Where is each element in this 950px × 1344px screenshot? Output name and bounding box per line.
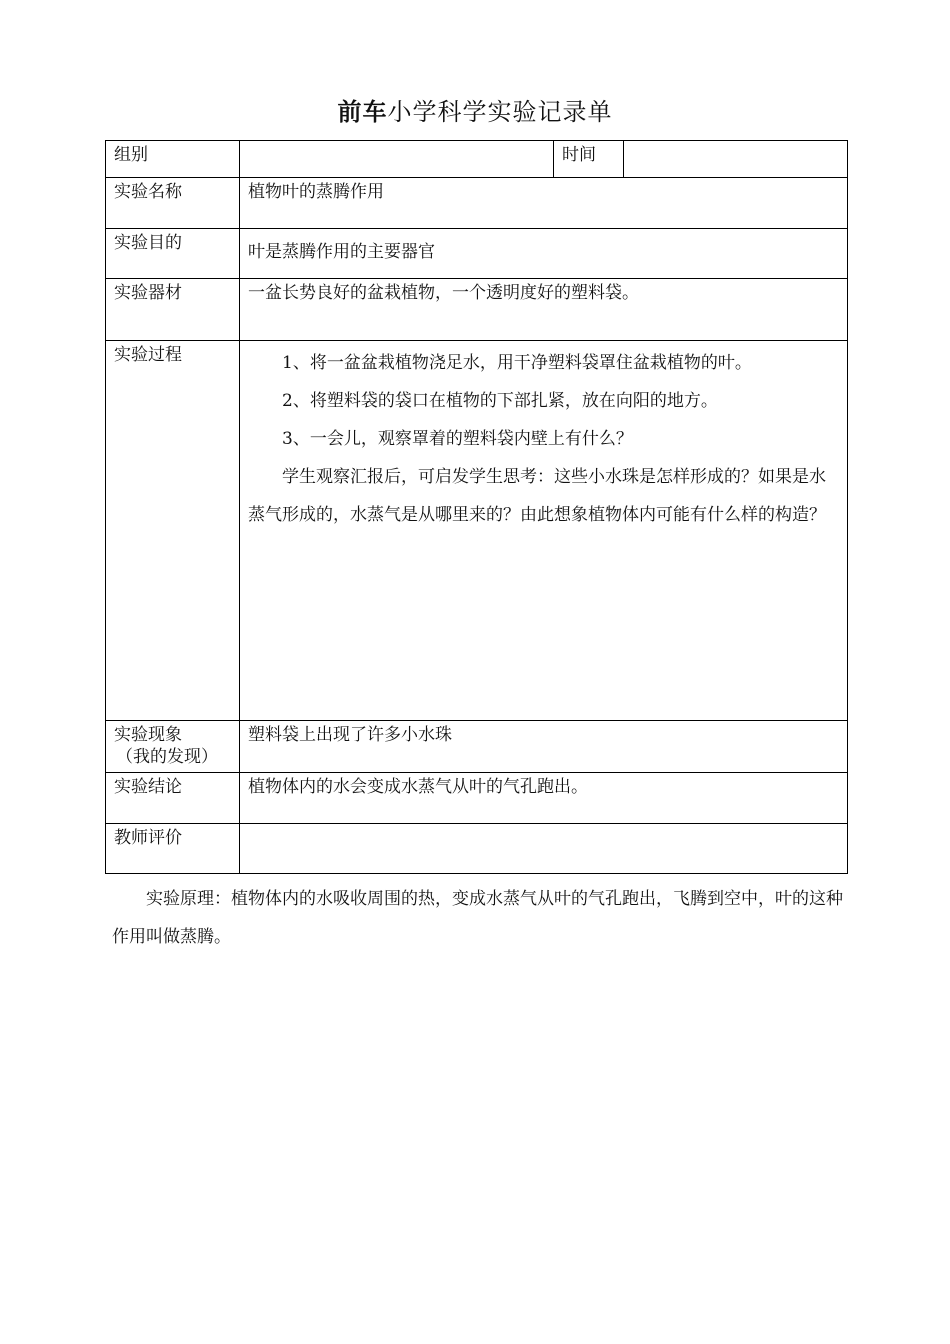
phenomenon-label: 实验现象: [114, 725, 182, 745]
page-title-rest: 小学科学实验记录单: [387, 98, 613, 126]
phenomenon-sublabel: （我的发现）: [116, 747, 218, 767]
purpose-label: 实验目的: [106, 229, 240, 279]
conclusion-label: 实验结论: [106, 773, 240, 824]
row-name: [106, 178, 848, 229]
row-phenomenon: [106, 721, 848, 773]
phenomenon-label-cell: [106, 721, 240, 773]
process-discussion: 学生观察汇报后，可启发学生思考：这些小水珠是怎样形成的？如果是水蒸气形成的，水蒸气是从哪里来的？由此想象植物体内可能有什么样的构造？: [248, 467, 826, 525]
name-label: 实验名称: [106, 178, 240, 229]
materials-label: 实验器材: [106, 279, 240, 341]
process-content: [240, 341, 848, 721]
evaluation-label: 教师评价: [106, 824, 240, 874]
group-label: 组别: [106, 141, 240, 178]
experiment-record-table: [105, 140, 848, 874]
process-step-3: 3、一会儿，观察罩着的塑料袋内壁上有什么？: [282, 429, 633, 449]
experiment-principle: 实验原理：植物体内的水吸收周围的热，变成水蒸气从叶的气孔跑出，飞腾到空中，叶的这种作用叫做蒸腾。: [112, 889, 843, 947]
purpose-cell: [240, 229, 848, 279]
page-title: [0, 92, 950, 127]
group-field[interactable]: [240, 141, 554, 178]
process-label: 实验过程: [106, 341, 240, 721]
conclusion-value: 植物体内的水会变成水蒸气从叶的气孔跑出。: [240, 773, 848, 824]
row-materials: [106, 279, 848, 341]
row-conclusion: [106, 773, 848, 824]
purpose-value: 叶是蒸腾作用的主要器官: [248, 242, 435, 262]
process-step-1: 1、将一盆盆栽植物浇足水，用干净塑料袋罩住盆栽植物的叶。: [282, 353, 752, 373]
row-process: [106, 341, 848, 721]
page-title-school: 前车: [337, 97, 388, 126]
row-group: [106, 141, 848, 178]
phenomenon-value: 塑料袋上出现了许多小水珠: [240, 721, 848, 773]
time-field[interactable]: [624, 141, 848, 178]
row-evaluation: [106, 824, 848, 874]
process-step-2: 2、将塑料袋的袋口在植物的下部扎紧，放在向阳的地方。: [282, 391, 718, 411]
name-value: 植物叶的蒸腾作用: [240, 178, 848, 229]
evaluation-field[interactable]: [240, 824, 848, 874]
materials-value: 一盆长势良好的盆栽植物，一个透明度好的塑料袋。: [240, 279, 848, 341]
time-label: 时间: [554, 141, 624, 178]
row-purpose: [106, 229, 848, 279]
